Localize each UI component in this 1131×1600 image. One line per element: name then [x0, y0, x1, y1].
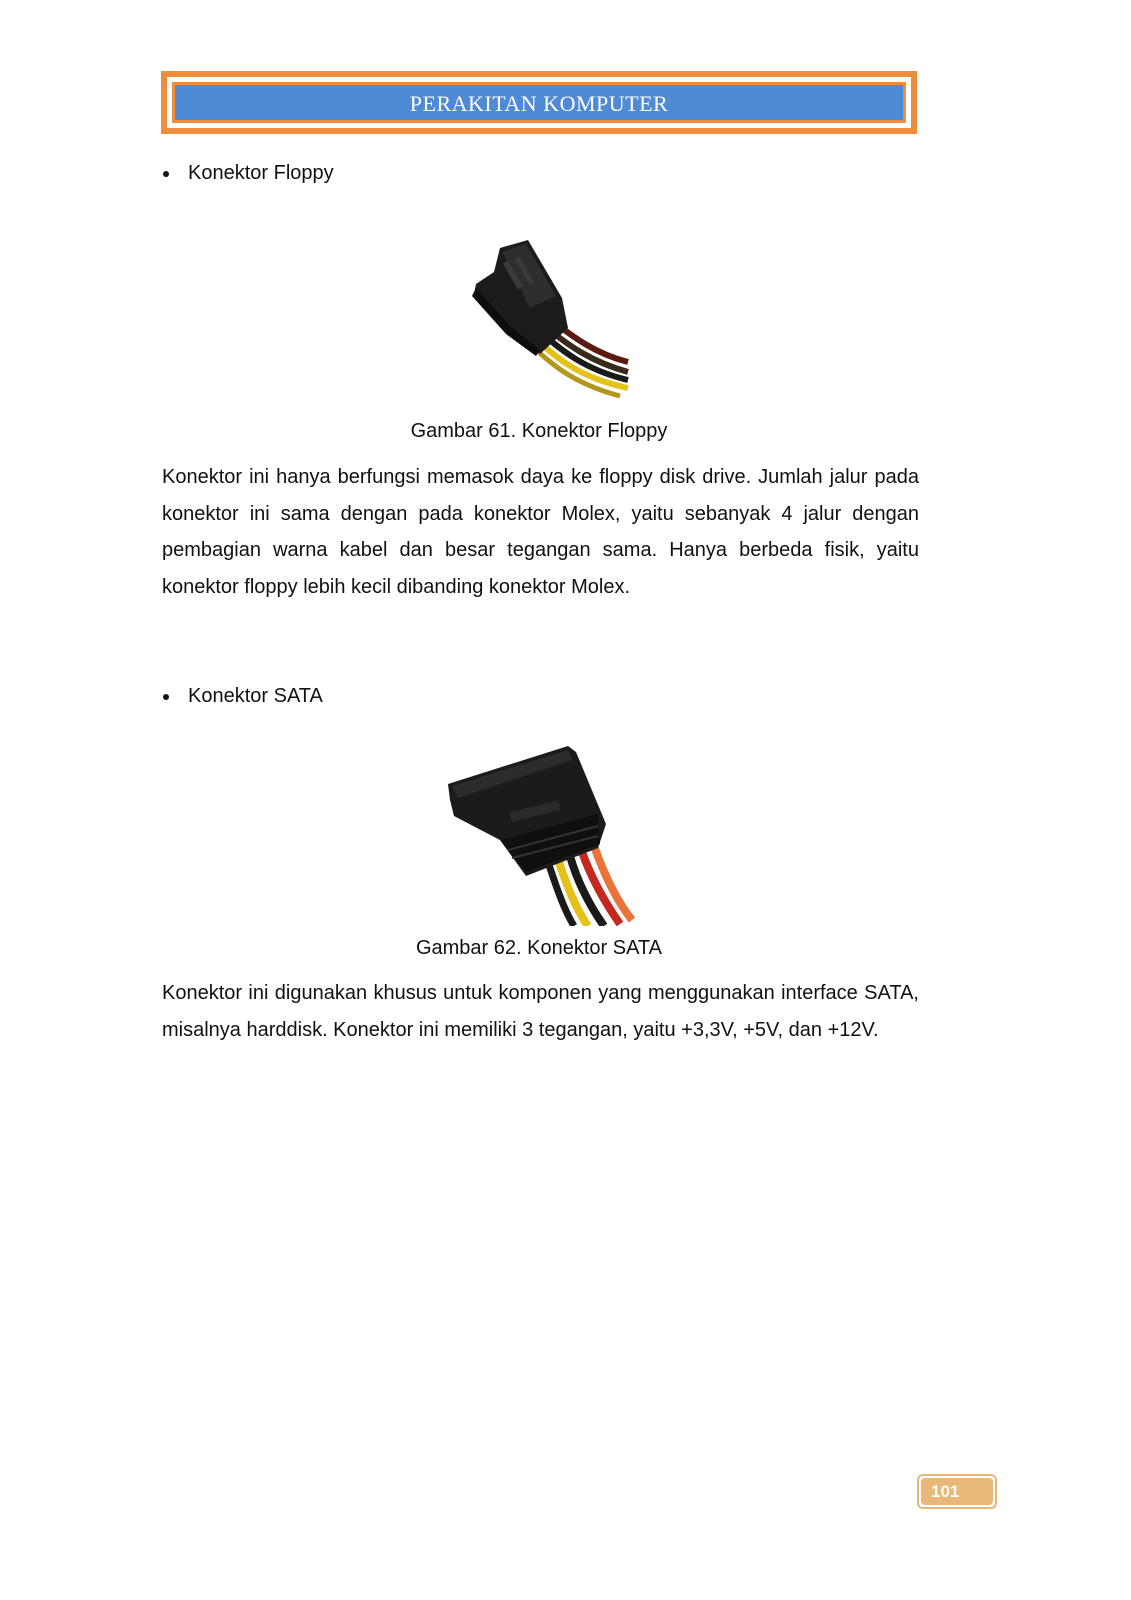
bullet-item-floppy [163, 162, 334, 185]
paragraph-floppy: Konektor ini hanya berfungsi memasok daya ke floppy disk drive. Jumlah jalur pada konektor ini sama dengan pada konektor Molex, yaitu sebanyak 4 jalur dengan pembagian warna kabel dan besar tegangan sama. Hanya berbeda fisik, yaitu konektor floppy lebih kecil dibanding konektor Molex. [162, 466, 919, 598]
chapter-header-banner [161, 71, 917, 134]
bullet-item-sata [163, 685, 323, 708]
bullet-icon [163, 171, 169, 177]
section-heading: Konektor SATA [188, 685, 323, 707]
figure-caption-62: Gambar 62. Konektor SATA [415, 937, 663, 959]
floppy-connector-image [470, 238, 630, 398]
chapter-title: PERAKITAN KOMPUTER [409, 90, 669, 116]
page-number-badge [917, 1474, 997, 1509]
sata-connector-image [448, 744, 638, 926]
paragraph-sata: Konektor ini digunakan khusus untuk komponen yang menggunakan interface SATA, misalnya harddisk. Konektor ini memiliki 3 tegangan, yaitu +3,3V, +5V, dan +12V. [162, 982, 919, 1041]
figure-caption-61: Gambar 61. Konektor Floppy [410, 420, 668, 442]
page-number: 101 [931, 1481, 960, 1501]
section-heading: Konektor Floppy [188, 162, 334, 184]
bullet-icon [163, 694, 169, 700]
